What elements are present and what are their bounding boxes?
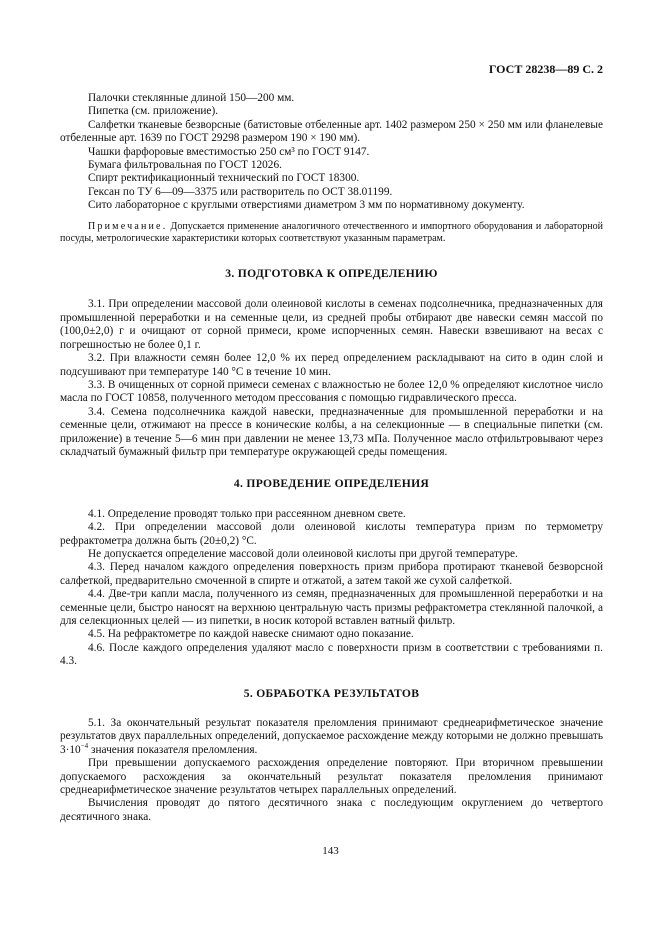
paragraph: 3.3. В очищенных от сорной примеси семенах с влажностью не более 12,0 % определяют кислотное число масла по ГОСТ 10858, полученного методом прессования с помощью гидравлического пресса.: [60, 378, 603, 405]
paragraph: 4.2. При определении массовой доли олеиновой кислоты температура призм по термометру рефрактометра должна быть (20±0,2) °С.: [60, 521, 603, 547]
paragraph: 4.1. Определение проводят только при рассеянном дневном свете.: [88, 507, 406, 520]
note-text: Допускается применение аналогичного отечественного и импортного оборудования и лабораторной посуды, метрологические характеристики которых соответствуют указанным параметрам.: [60, 220, 603, 244]
list-item: Гексан по ТУ 6—09—3375 или растворитель по ОСТ 38.01199.: [88, 185, 393, 198]
list-item: Чашки фарфоровые вместимостью 250 см³ по ГОСТ 9147.: [88, 145, 370, 158]
list-item: Пипетка (см. приложение).: [88, 105, 219, 118]
list-item: Бумага фильтровальная по ГОСТ 12026.: [88, 159, 282, 172]
paragraph: 4.5. На рефрактометре по каждой навеске снимают одно показание.: [88, 628, 414, 641]
page-header: ГОСТ 28238—89 С. 2: [488, 62, 603, 76]
p51-text-end: значения показателя преломления.: [88, 743, 258, 756]
list-item: Салфетки тканевые безворсные (батистовые отбеленные арт. 1402 размером 250 × 250 мм или фланелевые отбеленные арт. 1639 по ГОСТ 29298 размером 190 × 190 мм).: [60, 118, 603, 145]
section-3-title: 3. ПОДГОТОВКА К ОПРЕДЕЛЕНИЮ: [225, 267, 438, 281]
paragraph: При превышении допускаемого расхождения определение повторяют. При вторичном превышении допускаемого расхождения за окончательный результат показателя преломления принимают среднеарифметическое значение результатов четырех параллельных определений.: [60, 757, 603, 797]
section-5-title: 5. ОБРАБОТКА РЕЗУЛЬТАТОВ: [243, 686, 420, 700]
paragraph: 4.4. Две-три капли масла, полученного из семян, предназначенных для промышленной переработки и на семенные цели, быстро наносят на верхнюю центральную часть призмы рефрактометра стеклянной палочкой, а для селекционных целей — из пипетки, в носик которой вставлен ватный фильтр.: [60, 588, 603, 627]
document-body: [60, 92, 603, 824]
paragraph: 4.3. Перед началом каждого определения поверхность призм прибора протирают тканевой безворсной салфеткой, предварительно смоченной в спирте и отжатой, а затем такой же сухой салфеткой.: [60, 561, 603, 587]
paragraph: 3.1. При определении массовой доли олеиновой кислоты в семенах подсолнечника, предназначенных для промышленной переработки и на семенные цели, из средней пробы отбирают две навески семян массой по (100,0±2,0) г и очищают от сорной примеси, кроме испорченных семян. Навески взвешивают на весах с погрешностью не более 0,1 г.: [60, 298, 603, 351]
paragraph: 4.6. После каждого определения удаляют масло с поверхности призм в соответствии с требованиями п. 4.3.: [60, 641, 603, 668]
paragraph: Вычисления проводят до пятого десятичного знака с последующим округлением до четвертого десятичного знака.: [60, 797, 603, 823]
note-label: Примечание.: [88, 220, 168, 232]
list-item: Палочки стеклянные длиной 150—200 мм.: [88, 92, 295, 104]
equipment-list: [60, 92, 603, 213]
p51-text: 5.1. За окончательный результат показателя преломления принимают среднеарифметическое значение результатов двух параллельных определений, допускаемое расхождение между которыми не должно превышать 3·10: [60, 717, 603, 756]
paragraph: [60, 717, 603, 757]
page-number: 143: [322, 845, 339, 857]
list-item: Сито лабораторное с круглыми отверстиями диаметром 3 мм по нормативному документу.: [88, 199, 525, 212]
exponent: −4: [80, 742, 89, 751]
paragraph: 3.4. Семена подсолнечника каждой навески, предназначенные для промышленной переработки и на семенные цели, отжимают на прессе в конические колбы, а на селекционные — в специальные пипетки (см. приложение) в течение 5—6 мин при давлении не менее 13,73 мПа. Полученное масло отфильтровывают через складчатый бумажный фильтр при температуре окружающей среды помещения.: [60, 405, 603, 458]
note: [60, 221, 603, 245]
section-4-title: 4. ПРОВЕДЕНИЕ ОПРЕДЕЛЕНИЯ: [233, 477, 430, 491]
paragraph: 3.2. При влажности семян более 12,0 % их перед определением раскладывают на сито в один слой и подсушивают при температуре 140 °С в течение 10 мин.: [60, 352, 603, 378]
paragraph: Не допускается определение массовой доли олеиновой кислоты при другой температуре.: [88, 547, 518, 560]
list-item: Спирт ректификационный технический по ГОСТ 18300.: [88, 172, 360, 185]
